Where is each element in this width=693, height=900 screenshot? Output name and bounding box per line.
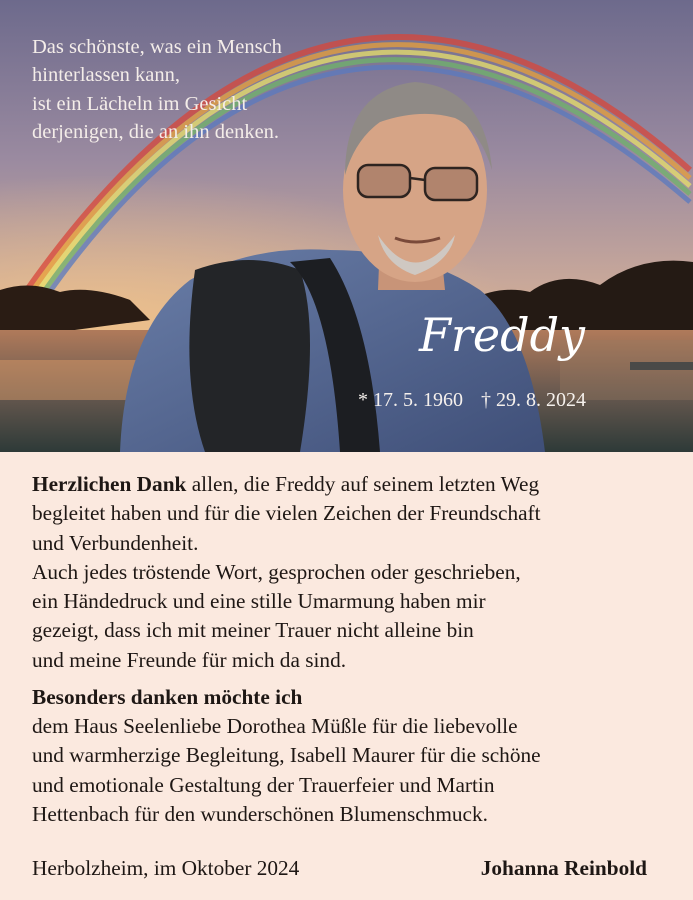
comfort-line: ein Händedruck und eine stille Umarmung haben mir (32, 589, 486, 614)
thanks-paragraph (32, 470, 662, 558)
thanks-text (32, 470, 662, 829)
special-thanks-heading: Besonders danken möchte ich (32, 685, 303, 710)
birth-date: * 17. 5. 1960 (358, 389, 463, 411)
quote-line: ist ein Lächeln im Gesicht (32, 92, 248, 115)
thanks-lead: Herzlichen Dank (32, 472, 187, 496)
special-thanks-line: dem Haus Seelenliebe Dorothea Müßle für die liebevolle (32, 714, 518, 739)
comfort-line: Auch jedes tröstende Wort, gesprochen oder geschrieben, (32, 559, 521, 584)
thanks-line: begleitet haben und für die vielen Zeichen der Freundschaft (32, 501, 541, 526)
special-thanks-line: Hettenbach für den wunderschönen Blumenschmuck. (32, 801, 488, 826)
thanks-lead-rest: allen, die Freddy auf seinem letzten Weg (186, 472, 540, 496)
thanks-line: und Verbundenheit. (32, 530, 199, 555)
comfort-paragraph (32, 558, 662, 675)
quote-line: hinterlassen kann, (32, 64, 181, 87)
footer (32, 856, 647, 881)
quote-line: derjenigen, die an ihn denken. (32, 120, 280, 143)
quote-line: Das schönste, was ein Mensch (32, 36, 282, 58)
place-date: Herbolzheim, im Oktober 2024 (32, 856, 300, 880)
special-thanks-line: und emotionale Gestaltung der Trauerfeier und Martin (32, 772, 495, 797)
special-thanks-line: und warmherzige Begleitung, Isabell Maurer für die schöne (32, 743, 541, 768)
death-date: † 29. 8. 2024 (481, 389, 586, 411)
deceased-name: Freddy (419, 308, 586, 362)
thanks-line (32, 470, 662, 499)
memorial-quote (32, 33, 282, 146)
signature: Johanna Reinbold (480, 856, 647, 880)
comfort-line: gezeigt, dass ich mit meiner Trauer nicht alleine bin (32, 618, 474, 643)
special-thanks-paragraph (32, 712, 662, 829)
life-dates (358, 389, 586, 412)
comfort-line: und meine Freunde für mich da sind. (32, 647, 347, 672)
